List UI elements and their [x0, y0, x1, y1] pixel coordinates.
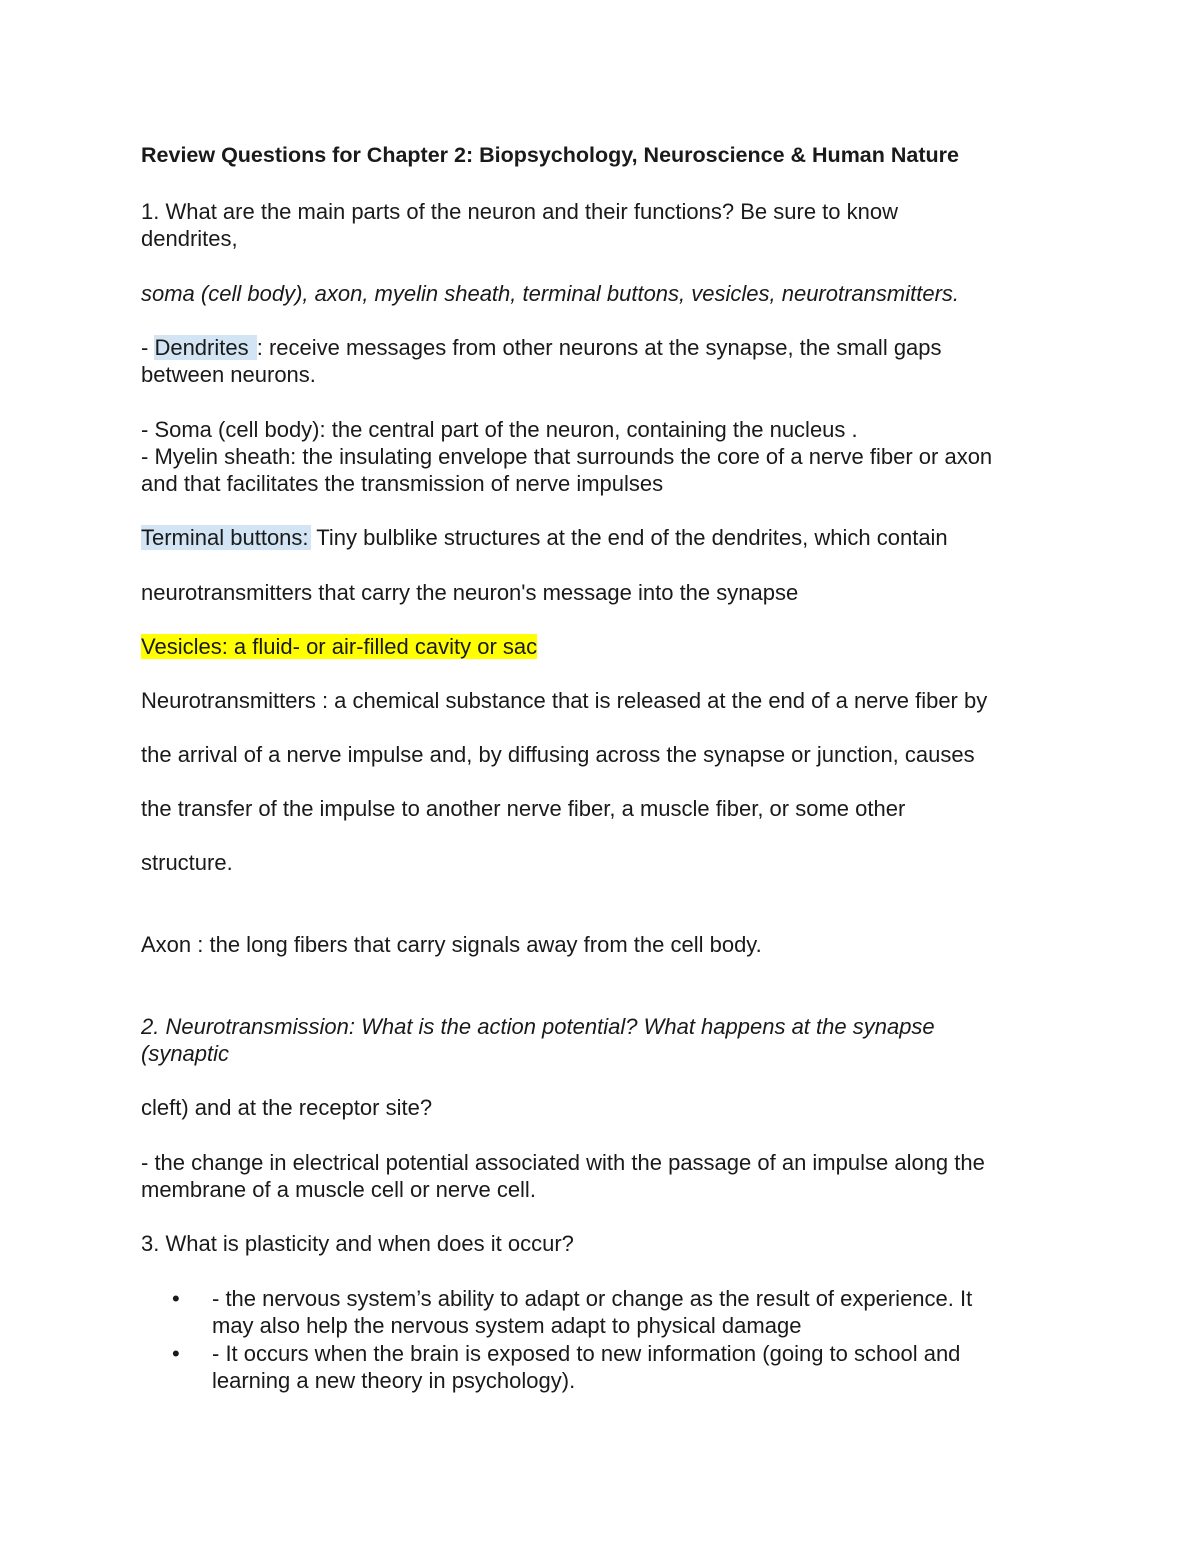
- myelin-definition-line-2: and that facilitates the transmission of nerve impulses: [141, 471, 664, 496]
- plasticity-bullet-2-line-2: learning a new theory in psychology).: [212, 1368, 576, 1393]
- question-2-line-1: 2. Neurotransmission: What is the action potential? What happens at the synapse: [141, 1014, 935, 1039]
- dendrites-definition-line-2: between neurons.: [141, 362, 316, 387]
- dendrites-prefix: -: [141, 335, 155, 360]
- neurotransmitters-line-2: the arrival of a nerve impulse and, by diffusing across the synapse or junction, causes: [141, 742, 975, 767]
- question-1-line-2: dendrites,: [141, 226, 238, 251]
- terminal-buttons-term: Terminal buttons:: [141, 525, 309, 550]
- soma-definition: - Soma (cell body): the central part of the neuron, containing the nucleus .: [141, 417, 858, 442]
- neuron-parts-list: soma (cell body), axon, myelin sheath, terminal buttons, vesicles, neurotransmitters.: [141, 281, 960, 306]
- neurotransmitters-definition: : a chemical substance that is released at the end of a nerve fiber by: [315, 688, 988, 713]
- question-2-line-2: (synaptic: [141, 1041, 230, 1066]
- terminal-buttons-line-1: [141, 524, 948, 551]
- bullet-icon: •: [172, 1286, 180, 1311]
- plasticity-bullet-1-line-1: - the nervous system’s ability to adapt or change as the result of experience. It: [212, 1286, 973, 1311]
- question-2-answer-line-2: membrane of a muscle cell or nerve cell.: [141, 1177, 536, 1202]
- dendrites-term: Dendrites: [154, 335, 255, 360]
- vesicles-highlight: Vesicles: a fluid- or air-filled cavity or sac: [141, 634, 538, 659]
- document-title: Review Questions for Chapter 2: Biopsychology, Neuroscience & Human Nature: [141, 143, 959, 167]
- question-1-line-1: 1. What are the main parts of the neuron and their functions? Be sure to know: [141, 199, 898, 224]
- plasticity-bullet-2-line-1: - It occurs when the brain is exposed to new information (going to school and: [212, 1341, 961, 1366]
- terminal-buttons-line-2: neurotransmitters that carry the neuron's message into the synapse: [141, 580, 799, 605]
- dendrites-definition-line-1: [141, 334, 942, 361]
- neurotransmitters-line-3: the transfer of the impulse to another nerve fiber, a muscle fiber, or some other: [141, 796, 906, 821]
- question-2-line-3: cleft) and at the receptor site?: [141, 1095, 433, 1120]
- myelin-definition-line-1: - Myelin sheath: the insulating envelope that surrounds the core of a nerve fiber or axon: [141, 444, 993, 469]
- question-2-answer-line-1: - the change in electrical potential associated with the passage of an impulse along the: [141, 1150, 985, 1175]
- plasticity-bullet-1-line-2: may also help the nervous system adapt to physical damage: [212, 1313, 802, 1338]
- neurotransmitters-line-4: structure.: [141, 850, 233, 875]
- bullet-icon: •: [172, 1341, 180, 1366]
- terminal-buttons-definition: Tiny bulblike structures at the end of the dendrites, which contain: [310, 525, 948, 550]
- vesicles-definition: [141, 633, 537, 660]
- neurotransmitters-term: Neurotransmitters: [141, 688, 316, 713]
- neurotransmitters-line-1: [141, 687, 987, 714]
- dendrites-definition: : receive messages from other neurons at the synapse, the small gaps: [256, 335, 942, 360]
- question-3: 3. What is plasticity and when does it occur?: [141, 1231, 574, 1256]
- axon-definition: Axon : the long fibers that carry signals away from the cell body.: [141, 932, 762, 957]
